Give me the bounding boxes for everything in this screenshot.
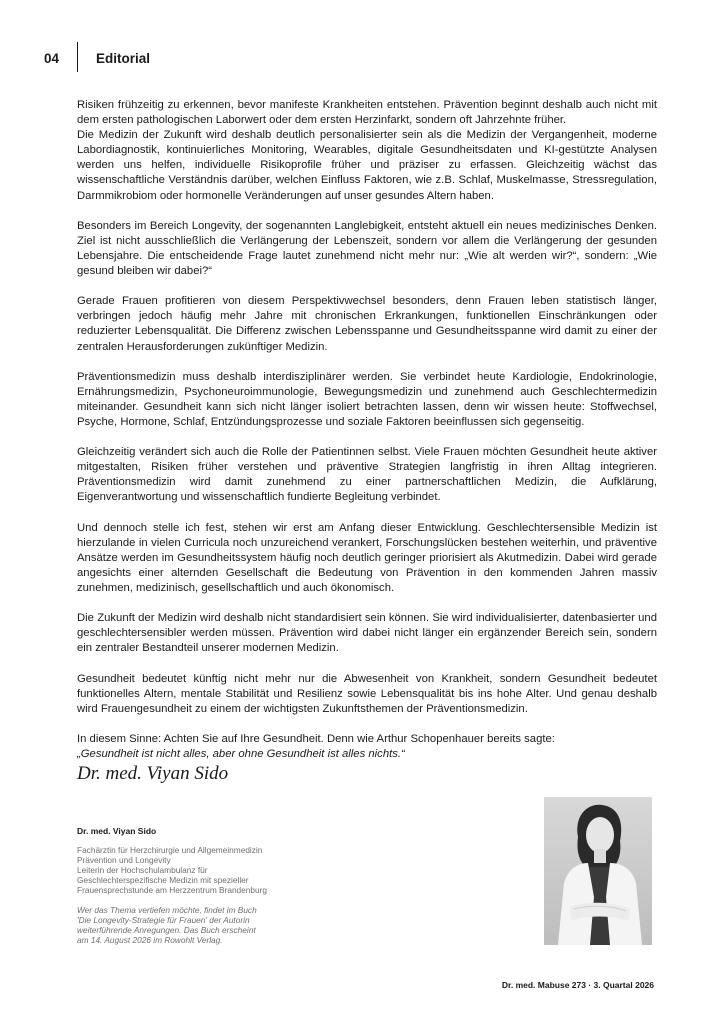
- paragraph: In diesem Sinne: Achten Sie auf Ihre Gesundheit. Denn wie Arthur Schopenhauer bereits sagte:: [77, 732, 555, 745]
- section-title: Editorial: [96, 51, 151, 66]
- book-note-line: Wer das Thema vertiefen möchte, findet im Buch: [77, 905, 257, 915]
- article-body: [77, 98, 657, 777]
- header-divider: [77, 42, 78, 72]
- bio-name: Dr. med. Viyan Sido: [77, 826, 157, 836]
- paragraph: Die Zukunft der Medizin wird deshalb nicht standardisiert sein können. Sie wird individualisierter, datenbasierter und geschlechtersensibler werden müssen. Prävention wird dabei nicht länger ein ergänzender Bereich sein, sondern ein zentraler Bestandteil unserer modernen Medizin.: [77, 612, 657, 655]
- page-header: [44, 46, 684, 74]
- paragraph: Gleichzeitig verändert sich auch die Rolle der Patientinnen selbst. Viele Frauen möchten Gesundheit heute aktiver mitgestalten, Risiken früher verstehen und präventive Strategien langfristig in ihren Alltag integrieren. Präventionsmedizin wird damit zunehmend zu einer partnerschaftlichen Medizin, die Aufklärung, Eigenverantwortung und wissenschaftlich fundierte Begleitung verbindet.: [77, 446, 657, 504]
- bio-line: Frauensprechstunde am Herzzentrum Brandenburg: [77, 885, 268, 895]
- paragraph: Gerade Frauen profitieren von diesem Perspektivwechsel besonders, denn Frauen leben statistisch länger, verbringen jedoch häufig mehr Jahre mit chronischen Erkrankungen, funktionellen Einschränkungen oder reduzierter Lebensqualität. Die Differenz zwischen Lebensspanne und Gesundheitsspanne wird damit zu einer der zentralen Herausforderungen zukünftiger Medizin.: [77, 295, 657, 353]
- paragraph: Besonders im Bereich Longevity, der sogenannten Langlebigkeit, entsteht aktuell ein neues medizinisches Denken. Ziel ist nicht ausschließlich die Verlängerung der Lebenszeit, sondern vor allem die Verlängerung der gesunden Lebensjahre. Die entscheidende Frage lautet zunehmend nicht mehr nur: „Wie alt werden wir?“, sondern: „Wie gesund bleiben wir dabei?“: [77, 219, 657, 278]
- book-note: [77, 905, 327, 945]
- bio-line: Geschlechterspezifische Medizin mit spezieller: [77, 875, 249, 885]
- page-footer: Dr. med. Mabuse 273 · 3. Quartal 2026: [501, 980, 654, 990]
- paragraph: Präventionsmedizin muss deshalb interdisziplinärer werden. Sie verbindet heute Kardiologie, Endokrinologie, Ernährungsmedizin, Psychoneuroimmunologie, Bewegungsmedizin und zunehmend auch Geschlechtermedizin miteinander. Gesundheit kann sich nicht länger isoliert betrachten lassen, denn wir wissen heute: Stoffwechsel, Psyche, Hormone, Schlaf, Entzündungsprozesse und soziale Faktoren beeinflussen sich gegenseitig.: [77, 370, 657, 428]
- paragraph: Und dennoch stelle ich fest, stehen wir erst am Anfang dieser Entwicklung. Geschlechtersensible Medizin ist hierzulande in vielen Curricula noch unzureichend verankert, Forschungslücken bestehen weiterhin, und präventive Ansätze werden im Gesundheitssystem häufig noch deutlich geringer priorisiert als Akutmedizin. Dabei wird gerade angesichts einer alternden Gesellschaft die Bedeutung von Prävention in den kommenden Jahren massiv zunehmen, medizinisch, gesellschaftlich und auch ökonomisch.: [77, 521, 657, 594]
- bio-line: Leiterin der Hochschulambulanz für: [77, 865, 208, 875]
- author-signature: Dr. med. Viyan Sido: [77, 763, 229, 784]
- bio-line: Fachärztin für Herzchirurgie und Allgemeinmedizin: [77, 845, 263, 855]
- paragraph: Risiken frühzeitig zu erkennen, bevor manifeste Krankheiten entstehen. Prävention beginnt deshalb auch nicht mit dem ersten pathologischen Laborwert oder dem ersten Herzinfarkt, sondern oft Jahrzehnte früher.: [77, 99, 657, 127]
- book-note-line: weiterführende Anregungen. Das Buch erscheint: [77, 925, 256, 935]
- bio-credentials: [77, 845, 327, 895]
- schopenhauer-quote: „Gesundheit ist nicht alles, aber ohne Gesundheit ist alles nichts.“: [77, 748, 405, 761]
- paragraph: Gesundheit bedeutet künftig nicht mehr nur die Abwesenheit von Krankheit, sondern Gesundheit bedeutet funktionelles Altern, mentale Stabilität und Resilienz sowie Lebensqualität bis ins hohe Alter. Und genau deshalb wird Frauengesundheit zu einem der wichtigsten Zukunftsthemen der Präventionsmedizin.: [77, 672, 657, 715]
- book-note-line: am 14. August 2026 im Rowohlt Verlag.: [77, 935, 223, 945]
- paragraph: Die Medizin der Zukunft wird deshalb deutlich personalisierter sein als die Medizin der Vergangenheit, moderne Labordiagnostik, kontinuierliches Monitoring, Wearables, digitale Gesundheitsdaten und KI-gestützte Analysen werden uns helfen, individuelle Risikoprofile früher und präziser zu erfassen. Gleichzeitig wächst das wissenschaftliche Verständnis darüber, welchen Einfluss Faktoren, wie z.B. Schlaf, Muskelmasse, Stressregulation, Darmmikrobiom oder hormonelle Veränderungen auf unser gesundes Altern haben.: [77, 129, 657, 202]
- page-number: 04: [44, 51, 60, 66]
- author-bio: [77, 826, 327, 945]
- author-portrait: [544, 797, 652, 945]
- book-note-line: 'Die Longevity-Strategie für Frauen' der Autorin: [77, 915, 250, 925]
- bio-line: Prävention und Longevity: [77, 855, 171, 865]
